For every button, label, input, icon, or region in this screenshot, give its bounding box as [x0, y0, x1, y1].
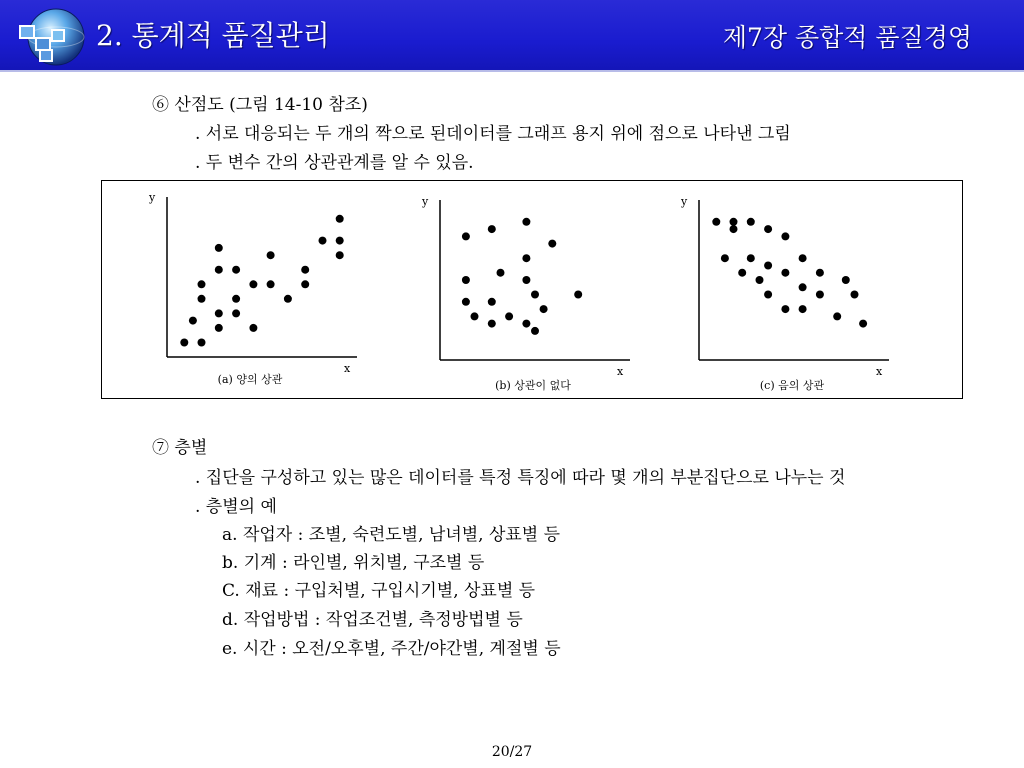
plot-a-caption: (a) 양의 상관	[217, 373, 283, 386]
scatter-point	[756, 276, 764, 284]
scatter-point	[730, 225, 738, 233]
scatter-point	[747, 254, 755, 262]
scatter-point	[215, 266, 223, 274]
strat-example-d: d. 작업방법 : 작업조건별, 측정방법별 등	[222, 610, 523, 630]
scatter-point	[215, 309, 223, 317]
scatter-bullet-2: . 두 변수 간의 상관관계를 알 수 있음.	[195, 153, 474, 173]
scatter-point	[730, 218, 738, 226]
scatter-bullet-1: . 서로 대응되는 두 개의 짝으로 된데이터를 그래프 용지 위에 점으로 나타낸 그림	[195, 124, 791, 144]
scatter-point	[799, 305, 807, 313]
scatter-point	[712, 218, 720, 226]
plot-c-caption: (c) 음의 상관	[759, 379, 825, 392]
strat-example-c: C. 재료 : 구입처별, 구입시기별, 상표별 등	[222, 581, 536, 601]
strat-example-b: b. 기계 : 라인별, 위치별, 구조별 등	[222, 553, 485, 573]
scatter-point	[336, 251, 344, 259]
scatter-point	[189, 317, 197, 325]
plot-c-xlabel: x	[876, 365, 883, 378]
scatter-plots-svg	[102, 181, 964, 400]
scatter-point	[462, 276, 470, 284]
scatter-point	[540, 305, 548, 313]
plot-c-ylabel: y	[681, 195, 688, 208]
scatter-point	[301, 266, 309, 274]
scatter-point	[471, 312, 479, 320]
scatter-point	[232, 309, 240, 317]
scatter-point	[764, 225, 772, 233]
scatter-point	[781, 232, 789, 240]
scatter-point	[522, 276, 530, 284]
header-bar	[0, 0, 1024, 72]
scatter-point	[198, 339, 206, 347]
scatter-plot-a	[167, 197, 357, 357]
scatter-point	[267, 280, 275, 288]
scatter-point	[488, 320, 496, 328]
scatter-point	[781, 269, 789, 277]
plot-a-ylabel: y	[149, 191, 156, 204]
logo-icon	[14, 6, 90, 68]
scatter-point	[336, 215, 344, 223]
scatter-point	[232, 266, 240, 274]
scatter-point	[548, 240, 556, 248]
scatter-point	[833, 312, 841, 320]
scatter-point	[267, 251, 275, 259]
chapter-title: 제7장 종합적 품질경영	[722, 23, 972, 52]
scatter-point	[816, 269, 824, 277]
scatter-point	[505, 312, 513, 320]
scatter-point	[284, 295, 292, 303]
scatter-point	[336, 237, 344, 245]
scatter-point	[764, 291, 772, 299]
scatter-point	[531, 327, 539, 335]
scatter-point	[198, 295, 206, 303]
scatter-point	[799, 254, 807, 262]
scatter-point	[249, 280, 257, 288]
strat-heading: ⑦ 층별	[152, 438, 208, 458]
scatter-plot-b	[440, 200, 630, 360]
page-number: 20/27	[491, 744, 533, 760]
scatter-point	[497, 269, 505, 277]
scatter-point	[180, 339, 188, 347]
scatter-point	[249, 324, 257, 332]
scatter-point	[488, 225, 496, 233]
scatter-point	[198, 280, 206, 288]
scatter-point	[799, 283, 807, 291]
strat-bullet-2: . 층별의 예	[195, 497, 277, 517]
scatter-heading: ⑥ 산점도 (그림 14-10 참조)	[152, 95, 368, 115]
scatter-point	[319, 237, 327, 245]
page-title: 2. 통계적 품질관리	[96, 19, 330, 52]
scatter-point	[215, 244, 223, 252]
plot-b-ylabel: y	[422, 195, 429, 208]
scatter-point	[531, 291, 539, 299]
scatter-point	[215, 324, 223, 332]
scatter-point	[488, 298, 496, 306]
scatter-figure	[101, 180, 963, 399]
scatter-point	[574, 291, 582, 299]
scatter-point	[747, 218, 755, 226]
strat-example-e: e. 시간 : 오전/오후별, 주간/야간별, 계절별 등	[222, 639, 561, 659]
scatter-point	[764, 262, 772, 270]
scatter-point	[462, 298, 470, 306]
strat-bullet-1: . 집단을 구성하고 있는 많은 데이터를 특정 특징에 따라 몇 개의 부분집단으로 나누는 것	[195, 468, 846, 488]
strat-example-a: a. 작업자 : 조별, 숙련도별, 남녀별, 상표별 등	[222, 525, 561, 545]
plot-b-caption: (b) 상관이 없다	[495, 379, 571, 392]
scatter-point	[721, 254, 729, 262]
scatter-point	[462, 232, 470, 240]
scatter-point	[301, 280, 309, 288]
scatter-point	[522, 320, 530, 328]
plot-b-xlabel: x	[617, 365, 624, 378]
scatter-point	[738, 269, 746, 277]
scatter-point	[859, 320, 867, 328]
scatter-point	[781, 305, 789, 313]
scatter-point	[842, 276, 850, 284]
plot-a-xlabel: x	[344, 362, 351, 375]
scatter-point	[232, 295, 240, 303]
scatter-plot-c	[699, 200, 889, 360]
scatter-point	[816, 291, 824, 299]
scatter-point	[522, 218, 530, 226]
scatter-point	[851, 291, 859, 299]
scatter-point	[522, 254, 530, 262]
